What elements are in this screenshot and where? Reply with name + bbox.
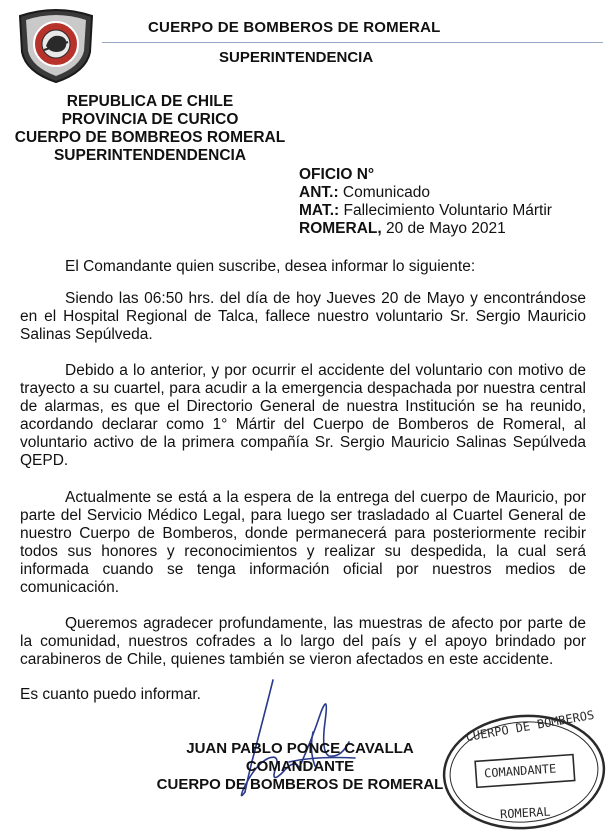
place-date-line (299, 220, 552, 238)
stamp-bottom-text: ROMERAL (499, 804, 551, 822)
signer-role: COMANDANTE (245, 758, 355, 775)
address-block (0, 93, 300, 165)
oficio-number: OFICIO N° (299, 166, 375, 183)
signer-organization: CUERPO DE BOMBEROS DE ROMERAL (156, 776, 444, 793)
antecedent-label: ANT.: (299, 184, 339, 201)
subject-label: MAT.: (299, 202, 340, 219)
address-line: REPUBLICA DE CHILE (66, 93, 234, 110)
subject-line (299, 202, 552, 220)
subject-value: Fallecimiento Voluntario Mártir (339, 202, 552, 219)
stamp-top-text: CUERPO DE BOMBEROS (464, 707, 596, 745)
antecedent-value: Comunicado (338, 184, 430, 201)
letterhead-subtitle: SUPERINTENDENCIA (219, 49, 374, 66)
address-line: CUERPO DE BOMBREOS ROMERAL (14, 129, 286, 146)
signature-block (150, 740, 450, 794)
paragraph-arrangements: Actualmente se está a la espera de la entrega del cuerpo de Mauricio, por parte del Servicio Médico Legal, para luego ser trasladado al Cuartel General de nuestro Cuerpo de Bomberos, donde permanecerá para posteriormente recibir todos sus honores y reconocimientos y realizar su despedida, la cual será informada cuando se tenga información oficial por nuestros medios de comunicación. (20, 489, 586, 596)
intro-paragraph: El Comandante quien suscribe, desea informar lo siguiente: (65, 258, 476, 275)
place: ROMERAL, (299, 220, 382, 237)
paragraph-death-notice: Siendo las 06:50 hrs. del día de hoy Jueves 20 de Mayo y encontrándose en el Hospital Regional de Talca, fallece nuestro voluntario Sr. Sergio Mauricio Salinas Sepúlveda. (20, 290, 586, 343)
antecedent-line (299, 184, 552, 202)
stamp-center-text: COMANDANTE (483, 761, 557, 781)
letterhead-title: CUERPO DE BOMBEROS DE ROMERAL (148, 19, 441, 36)
address-line: SUPERINTENDENDENCIA (53, 147, 247, 164)
paragraph-thanks: Queremos agradecer profundamente, las muestras de afecto por parte de la comunidad, nuestros cofrades a lo largo del país y el apoyo brindado por carabineros de Chile, quienes también se vieron afectados en este accidente. (20, 615, 586, 668)
reference-block (299, 166, 552, 238)
signer-name: JUAN PABLO PONCE CAVALLA (186, 740, 414, 757)
date: 20 de Mayo 2021 (381, 220, 506, 237)
fire-department-logo (14, 6, 98, 84)
header-divider (102, 42, 603, 43)
closing-line: Es cuanto puedo informar. (20, 686, 201, 703)
paragraph-martyr-declaration: Debido a lo anterior, y por ocurrir el accidente del voluntario con motivo de trayecto a su cuartel, para acudir a la emergencia despachada por nuestra central de alarmas, es que el Directorio General de nuestra Institución se ha reunido, acordando declarar como 1° Mártir del Cuerpo de Bomberos de Romeral, al voluntario activo de la primera compañía Sr. Sergio Mauricio Salinas Sepúlveda QEPD. (20, 362, 586, 469)
address-line: PROVINCIA DE CURICO (61, 111, 239, 128)
